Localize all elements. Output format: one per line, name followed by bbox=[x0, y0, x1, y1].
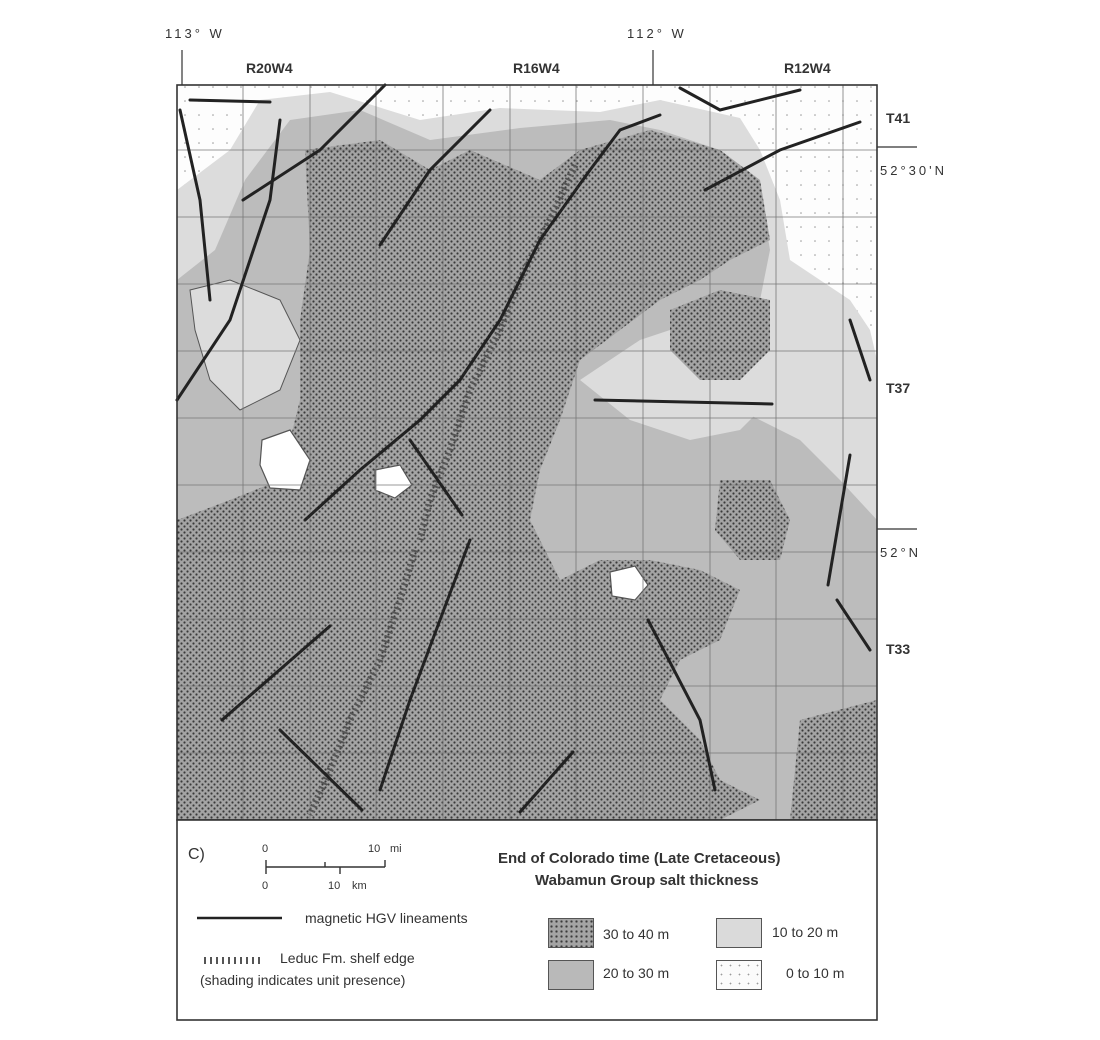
panel-label: C) bbox=[188, 846, 205, 863]
legend-shelf-edge-symbol bbox=[200, 957, 262, 964]
class-20-30m-label: 20 to 30 m bbox=[603, 965, 670, 981]
class-30-40m-label: 30 to 40 m bbox=[603, 926, 670, 942]
latitude-52-label: 52°N bbox=[880, 545, 922, 560]
range-r20w4-label: R20W4 bbox=[246, 60, 293, 76]
township-t37-label: T37 bbox=[886, 380, 911, 396]
longitude-113-label: 113° W bbox=[165, 26, 225, 41]
class-0-10m-label: 0 to 10 m bbox=[786, 965, 845, 981]
swatch-20-30m bbox=[548, 960, 594, 990]
legend-title-line1: End of Colorado time (Late Cretaceous) bbox=[498, 850, 781, 867]
class-10-20m-label: 10 to 20 m bbox=[772, 924, 839, 940]
thickness-zones bbox=[177, 85, 877, 820]
scale-mi-zero: 0 bbox=[262, 843, 269, 855]
scale-km-ten: 10 bbox=[328, 880, 341, 892]
township-t41-label: T41 bbox=[886, 110, 911, 126]
shelf-edge-legend-label-1: Leduc Fm. shelf edge bbox=[280, 950, 415, 966]
lineament-legend-label: magnetic HGV lineaments bbox=[305, 910, 468, 926]
swatch-10-20m bbox=[716, 918, 762, 948]
latitude-52-30-label: 52°30'N bbox=[880, 163, 947, 178]
swatch-30-40m bbox=[548, 918, 594, 948]
scale-mi-unit: mi bbox=[390, 843, 402, 855]
scale-mi-ten: 10 bbox=[368, 843, 381, 855]
swatch-0-10m bbox=[716, 960, 762, 990]
township-t33-label: T33 bbox=[886, 641, 911, 657]
range-r16w4-label: R16W4 bbox=[513, 60, 560, 76]
legend-title-line2: Wabamun Group salt thickness bbox=[535, 872, 759, 889]
lineament-1 bbox=[190, 100, 270, 102]
shelf-edge-legend-label-2: (shading indicates unit presence) bbox=[200, 972, 406, 988]
scale-km-zero: 0 bbox=[262, 880, 269, 892]
range-r12w4-label: R12W4 bbox=[784, 60, 831, 76]
longitude-112-label: 112° W bbox=[627, 26, 687, 41]
scale-km-unit: km bbox=[352, 880, 367, 892]
